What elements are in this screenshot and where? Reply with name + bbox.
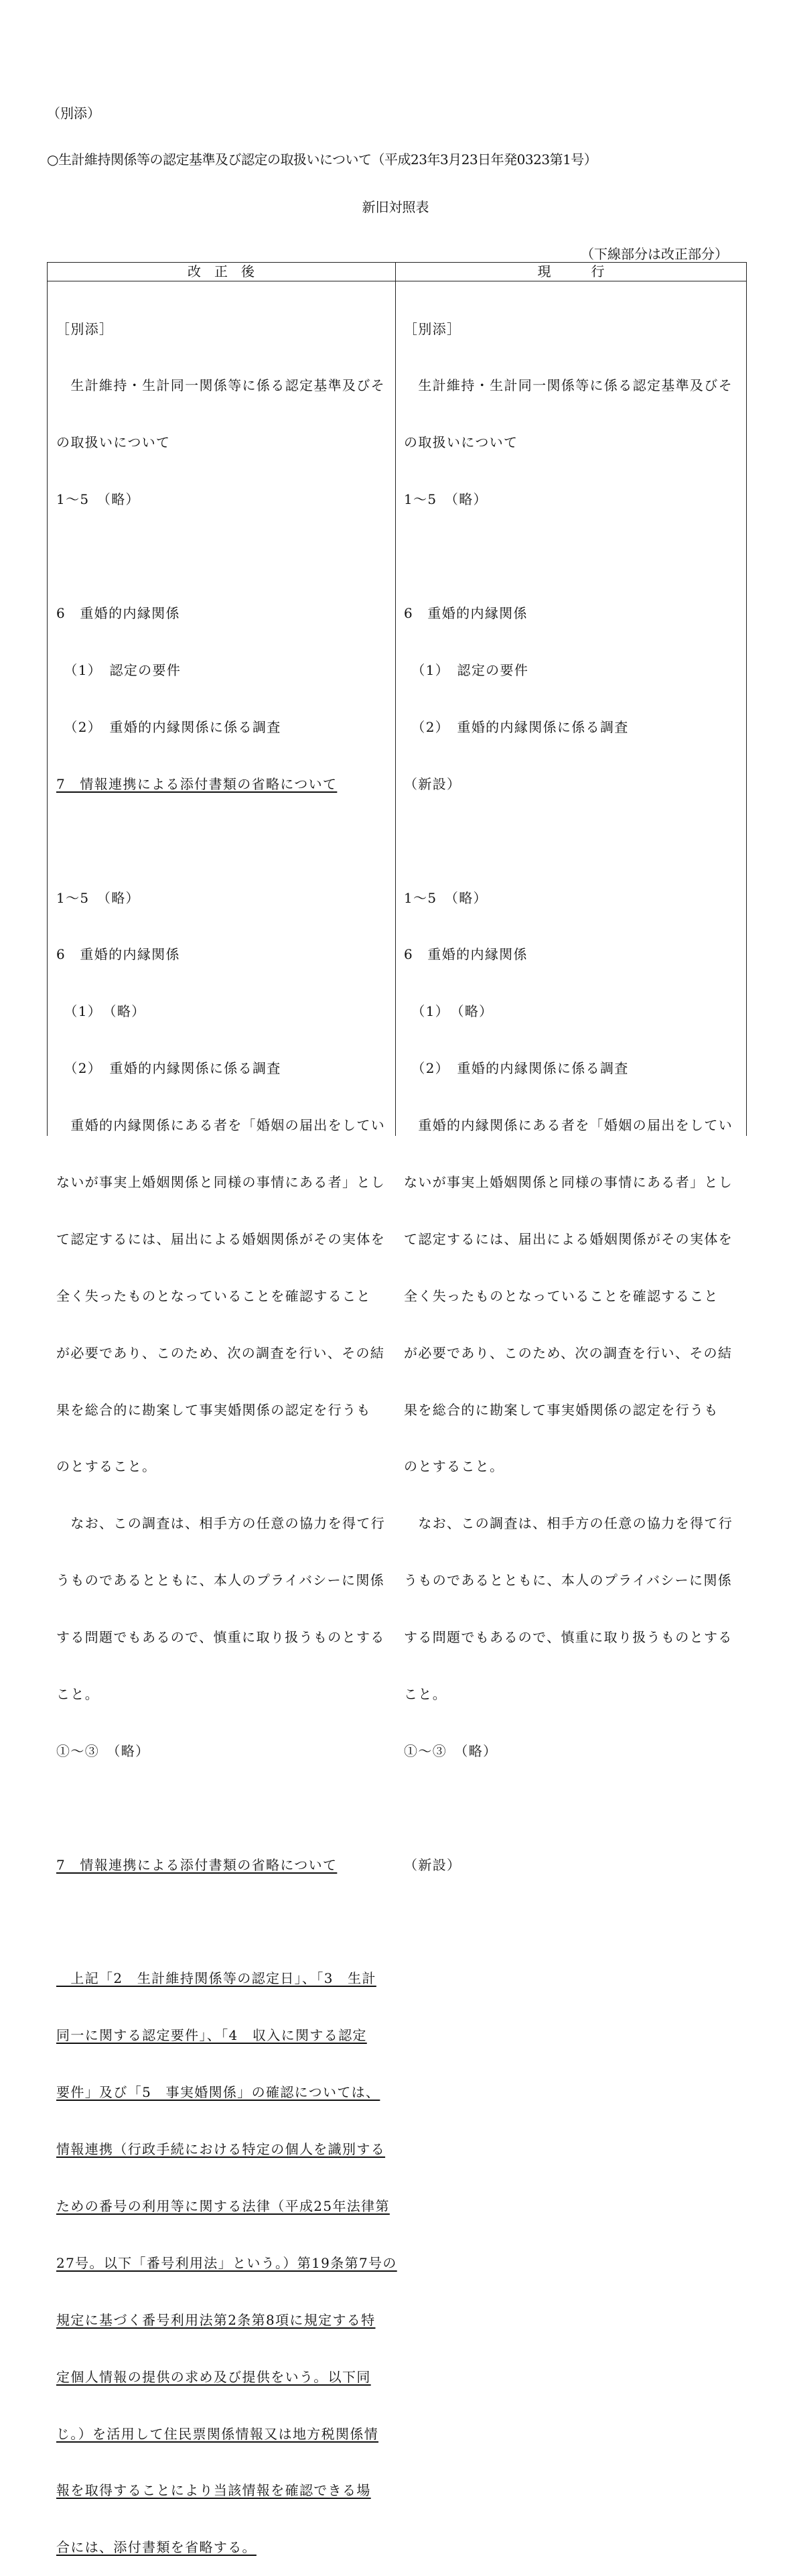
text-line: 全く失ったものとなっていることを確認すること bbox=[56, 1287, 371, 1304]
amended-line bbox=[56, 2311, 391, 2329]
text-line: ［別添］ bbox=[404, 320, 461, 337]
spacer bbox=[56, 547, 391, 566]
amended-text: 規定に基づく番号利用法第2条第8項に規定する特 bbox=[56, 2311, 376, 2328]
text-line: （新設） bbox=[404, 1856, 461, 1873]
amended-line bbox=[56, 2083, 391, 2102]
text-line: うものであるとともに、本人のプライバシーに関係 bbox=[56, 1572, 385, 1589]
amended-text: 情報連携（行政手続における特定の個人を識別する bbox=[56, 2141, 386, 2158]
text-line: 全く失ったものとなっていることを確認すること bbox=[404, 1287, 719, 1304]
header-revised: 改 正 後 bbox=[188, 263, 255, 279]
header-current: 現 行 bbox=[537, 263, 605, 279]
underline-legend: （下線部分は改正部分） bbox=[581, 246, 728, 262]
table-subtitle: 新旧対照表 bbox=[362, 199, 429, 215]
spacer bbox=[404, 832, 742, 850]
text-line: の取扱いについて bbox=[56, 434, 171, 451]
text-line: ①～③ （略） bbox=[404, 1742, 498, 1759]
text-line: が必要であり、このため、次の調査を行い、その結 bbox=[404, 1344, 733, 1361]
amended-line bbox=[56, 2368, 391, 2386]
text-line: 生計維持・生計同一関係等に係る認定基準及びそ bbox=[404, 377, 733, 394]
amended-text: 合には、添付書類を省略する。 bbox=[56, 2539, 257, 2556]
text-line: ないが事実上婚姻関係と同様の事情にある者」とし bbox=[56, 1173, 386, 1190]
amended-line bbox=[56, 2425, 391, 2443]
text-line: 1～5 （略） bbox=[56, 491, 140, 508]
text-line: 果を総合的に勘案して事実婚関係の認定を行うも bbox=[404, 1401, 719, 1418]
spacer bbox=[404, 547, 742, 566]
amended-line bbox=[56, 1969, 391, 1988]
text-line: 果を総合的に勘案して事実婚関係の認定を行うも bbox=[56, 1401, 371, 1418]
amended-text: 27号。以下「番号利用法」という。）第19条第7号の bbox=[56, 2254, 397, 2271]
text-line: 6 重婚的内縁関係 bbox=[404, 605, 528, 622]
text-line: 1～5 （略） bbox=[56, 889, 140, 906]
amended-line bbox=[56, 2026, 391, 2045]
spacer bbox=[56, 1913, 391, 1931]
amended-text: 上記「2 生計維持関係等の認定日」、「3 生計 bbox=[56, 1970, 376, 1987]
text-line: 6 重婚的内縁関係 bbox=[56, 946, 180, 963]
amended-text: 要件」及び「5 事実婚関係」の確認については、 bbox=[56, 2084, 380, 2101]
amended-text: 7 情報連携による添付書類の省略について bbox=[56, 1856, 338, 1873]
text-line: こと。 bbox=[404, 1685, 447, 1702]
text-line: なお、この調査は、相手方の任意の協力を得て行 bbox=[56, 1515, 386, 1532]
text-line: （新設） bbox=[404, 775, 461, 792]
text-line: （2） 重婚的内縁関係に係る調査 bbox=[404, 718, 629, 735]
amended-line bbox=[56, 2254, 397, 2272]
text-line: 6 重婚的内縁関係 bbox=[56, 605, 180, 622]
amended-line bbox=[56, 775, 391, 793]
amended-text: 報を取得することにより当該情報を確認できる場 bbox=[56, 2482, 371, 2499]
attachment-note: （別添） bbox=[47, 105, 100, 121]
text-line: 6 重婚的内縁関係 bbox=[404, 946, 528, 963]
amended-line bbox=[56, 1856, 391, 1874]
text-line: のとすること。 bbox=[56, 1458, 157, 1475]
text-line: て認定するには、届出による婚姻関係がその実体を bbox=[404, 1230, 733, 1247]
amended-line bbox=[56, 2538, 391, 2557]
text-line: （2） 重婚的内縁関係に係る調査 bbox=[56, 1060, 281, 1077]
text-line: （2） 重婚的内縁関係に係る調査 bbox=[404, 1060, 629, 1077]
text-line: ないが事実上婚姻関係と同様の事情にある者」とし bbox=[404, 1173, 733, 1190]
spacer bbox=[56, 1799, 391, 1817]
text-line: こと。 bbox=[56, 1685, 100, 1702]
text-line: 1～5 （略） bbox=[404, 889, 488, 906]
text-line: （1） 認定の要件 bbox=[404, 661, 529, 678]
amended-line bbox=[56, 2481, 391, 2500]
spacer bbox=[404, 1799, 742, 1817]
amended-text: 定個人情報の提供の求め及び提供をいう。以下同 bbox=[56, 2368, 371, 2385]
amended-line bbox=[56, 2140, 391, 2159]
text-line: （2） 重婚的内縁関係に係る調査 bbox=[56, 718, 281, 735]
text-line: する問題でもあるので、慎重に取り扱うものとする bbox=[404, 1629, 733, 1646]
amended-text: 7 情報連携による添付書類の省略について bbox=[56, 775, 338, 792]
amended-text: ための番号の利用等に関する法律（平成25年法律第 bbox=[56, 2197, 390, 2214]
text-line: うものであるとともに、本人のプライバシーに関係 bbox=[404, 1572, 733, 1589]
text-line: （1） （略） bbox=[56, 1003, 146, 1020]
text-line: 重婚的内縁関係にある者を「婚姻の届出をしてい bbox=[56, 1117, 386, 1134]
text-line: 重婚的内縁関係にある者を「婚姻の届出をしてい bbox=[404, 1117, 733, 1134]
text-line: 1～5 （略） bbox=[404, 491, 488, 508]
column-divider bbox=[395, 262, 396, 1136]
amended-text: じ。）を活用して住民票関係情報又は地方税関係情 bbox=[56, 2425, 379, 2442]
text-line: のとすること。 bbox=[404, 1458, 504, 1475]
text-line: ①～③ （略） bbox=[56, 1742, 150, 1759]
text-line: （1） （略） bbox=[404, 1003, 494, 1020]
current-column bbox=[404, 281, 742, 1893]
text-line: （1） 認定の要件 bbox=[56, 661, 182, 678]
text-line: の取扱いについて bbox=[404, 434, 518, 451]
document-title: ○生計維持関係等の認定基準及び認定の取扱いについて（平成23年3月23日年発0323第1号） bbox=[47, 151, 597, 168]
text-line: なお、この調査は、相手方の任意の協力を得て行 bbox=[404, 1515, 733, 1532]
spacer bbox=[56, 832, 391, 850]
text-line: する問題でもあるので、慎重に取り扱うものとする bbox=[56, 1629, 385, 1646]
text-line: 生計維持・生計同一関係等に係る認定基準及びそ bbox=[56, 377, 386, 394]
revised-column bbox=[56, 281, 397, 2576]
amended-text: 同一に関する認定要件」、「4 収入に関する認定 bbox=[56, 2027, 367, 2044]
amended-line bbox=[56, 2197, 391, 2215]
text-line: て認定するには、届出による婚姻関係がその実体を bbox=[56, 1230, 386, 1247]
text-line: ［別添］ bbox=[56, 320, 114, 337]
text-line: が必要であり、このため、次の調査を行い、その結 bbox=[56, 1344, 385, 1361]
